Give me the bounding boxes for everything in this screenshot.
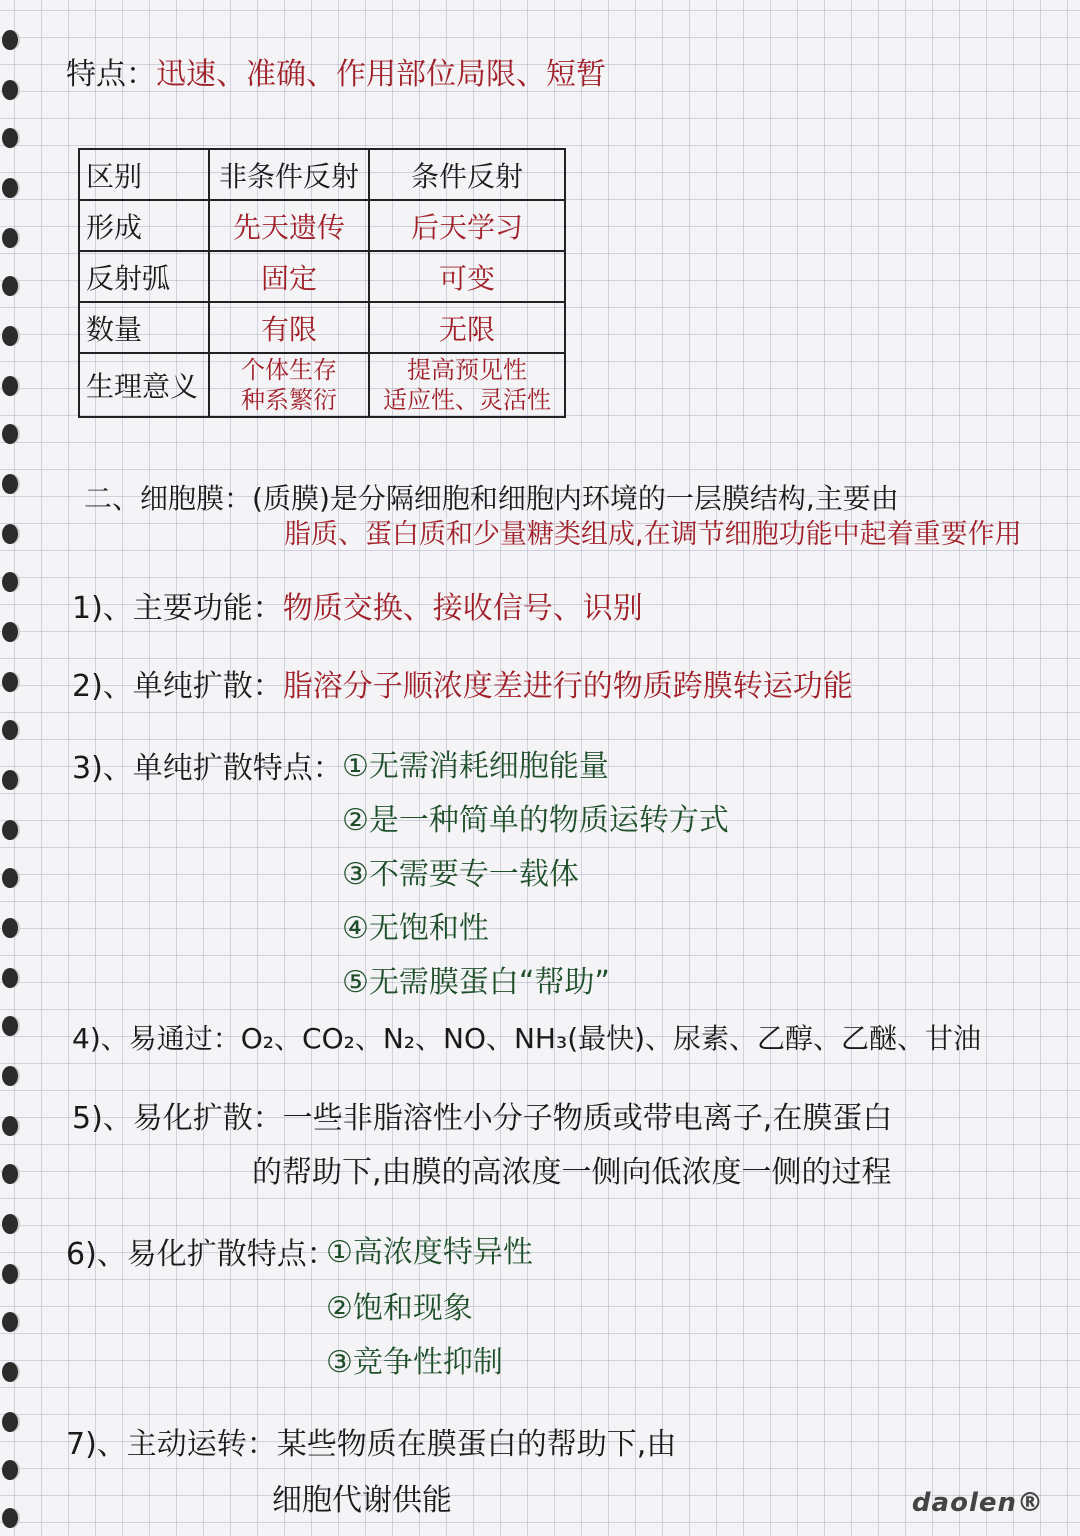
row-label: 形成: [79, 200, 209, 251]
conditioned-cell: 可变: [369, 251, 565, 302]
item-text: 物质交换、接收信号、识别: [282, 591, 643, 626]
row-label: 反射弧: [79, 251, 209, 302]
watermark-logo: daolen®: [911, 1488, 1044, 1518]
item-text: 一些非脂溶性小分子物质或带电离子,在膜蛋白: [282, 1101, 893, 1136]
membrane-line-2: 脂质、蛋白质和少量糖类组成,在调节细胞功能中起着重要作用: [284, 519, 1022, 550]
table-header-cell: 条件反射: [369, 149, 565, 200]
item-6-point: ②饱和现象: [326, 1291, 473, 1326]
unconditioned-cell: 固定: [209, 251, 369, 302]
table-row: [79, 302, 565, 353]
unconditioned-cell: 先天遗传: [209, 200, 369, 251]
features-label: 特点：: [66, 57, 156, 92]
significance-line: 提高预见性: [407, 356, 527, 384]
table-row: [79, 251, 565, 302]
item-text: 某些物质在膜蛋白的帮助下,由: [276, 1427, 677, 1462]
item-1: [72, 590, 643, 628]
item-label: 7)、主动运转：: [66, 1427, 277, 1462]
item-3-point: ①无需消耗细胞能量: [342, 749, 609, 784]
item-4: [72, 1020, 981, 1058]
reflex-comparison-table: [78, 148, 566, 418]
item-6-point: ③竞争性抑制: [326, 1345, 503, 1380]
item-text: O₂、CO₂、N₂、NO、NH₃(最快)、尿素、乙醇、乙醚、甘油: [240, 1022, 982, 1055]
item-3-label: 3)、单纯扩散特点：: [72, 751, 343, 786]
significance-line: 种系繁衍: [241, 386, 337, 414]
table-header-cell: 非条件反射: [209, 149, 369, 200]
table-header-row: [79, 149, 565, 200]
features-text: 迅速、准确、作用部位局限、短暂: [156, 57, 606, 92]
membrane-line-1: [84, 480, 899, 518]
table-header-cell: 区别: [79, 149, 209, 200]
item-2: [72, 668, 853, 706]
conditioned-cell: [369, 353, 565, 417]
item-label: 2)、单纯扩散：: [72, 669, 283, 704]
notebook-binding-holes: [0, 0, 26, 1536]
conditioned-cell: 后天学习: [369, 200, 565, 251]
item-3-point: ②是一种简单的物质运转方式: [342, 803, 729, 838]
conditioned-cell: 无限: [369, 302, 565, 353]
unconditioned-cell: [209, 353, 369, 417]
item-5-line-1: [72, 1100, 892, 1138]
item-3-point: ④无饱和性: [342, 911, 489, 946]
item-label: 4)、易通过：: [72, 1022, 241, 1055]
item-7-line-1: [66, 1426, 676, 1464]
row-label: 生理意义: [79, 353, 209, 417]
features-line: [66, 56, 606, 94]
significance-line: 个体生存: [241, 356, 337, 384]
table-row: [79, 353, 565, 417]
membrane-text-1: (质膜)是分隔细胞和细胞内环境的一层膜结构,主要由: [252, 482, 899, 515]
table-row: [79, 200, 565, 251]
item-text: 脂溶分子顺浓度差进行的物质跨膜转运功能: [282, 669, 853, 704]
item-7-line-2: 细胞代谢供能: [272, 1483, 452, 1518]
item-label: 5)、易化扩散：: [72, 1101, 283, 1136]
membrane-heading: 二、细胞膜：: [84, 482, 253, 515]
item-5-line-2: 的帮助下,由膜的高浓度一侧向低浓度一侧的过程: [252, 1155, 892, 1190]
item-3-point: ⑤无需膜蛋白“帮助”: [342, 965, 610, 1000]
item-6-point: ①高浓度特异性: [326, 1235, 533, 1270]
item-label: 1)、主要功能：: [72, 591, 283, 626]
row-label: 数量: [79, 302, 209, 353]
significance-line: 适应性、灵活性: [383, 386, 551, 414]
item-6-label: 6)、易化扩散特点：: [66, 1237, 337, 1272]
item-3-point: ③不需要专一载体: [342, 857, 579, 892]
unconditioned-cell: 有限: [209, 302, 369, 353]
